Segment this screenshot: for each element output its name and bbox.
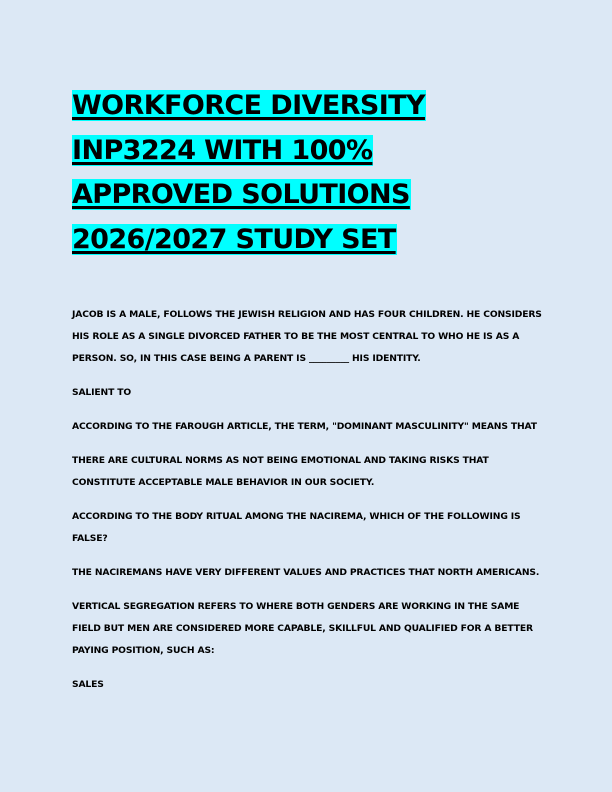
document-page xyxy=(72,84,544,708)
answer-paragraph: SALES xyxy=(72,679,104,690)
question-paragraph: VERTICAL SEGREGATION REFERS TO WHERE BOTH GENDERS ARE WORKING IN THE SAME FIELD BUT MEN ARE CONSIDERED MORE CAPABLE, SKILLFUL AND QUALIFIED FOR A BETTER PAYING POSITION, SUCH AS: xyxy=(72,601,533,656)
title-line: INP3224 WITH 100% xyxy=(72,134,373,166)
document-body xyxy=(72,304,544,696)
document-title xyxy=(72,84,544,262)
question-paragraph: ACCORDING TO THE BODY RITUAL AMONG THE NACIREMA, WHICH OF THE FOLLOWING IS FALSE? xyxy=(72,511,521,544)
title-line: APPROVED SOLUTIONS xyxy=(72,179,410,210)
question-paragraph: ACCORDING TO THE FAROUGH ARTICLE, THE TERM, "DOMINANT MASCULINITY" MEANS THAT xyxy=(72,421,537,432)
answer-paragraph: THERE ARE CULTURAL NORMS AS NOT BEING EMOTIONAL AND TAKING RISKS THAT CONSTITUTE ACCEPTABLE MALE BEHAVIOR IN OUR SOCIETY. xyxy=(72,455,489,488)
question-paragraph: JACOB IS A MALE, FOLLOWS THE JEWISH RELIGION AND HAS FOUR CHILDREN. HE CONSIDERS HIS ROLE AS A SINGLE DIVORCED FATHER TO BE THE MOST CENTRAL TO WHO HE IS AS A PERSON. SO, IN THIS CASE BEING A PARENT IS _________ HIS IDENTITY. xyxy=(72,309,542,364)
title-line: WORKFORCE DIVERSITY xyxy=(72,90,425,121)
answer-paragraph: THE NACIREMANS HAVE VERY DIFFERENT VALUES AND PRACTICES THAT NORTH AMERICANS. xyxy=(72,567,540,578)
answer-paragraph: SALIENT TO xyxy=(72,387,132,398)
title-line: 2026/2027 STUDY SET xyxy=(72,223,396,255)
